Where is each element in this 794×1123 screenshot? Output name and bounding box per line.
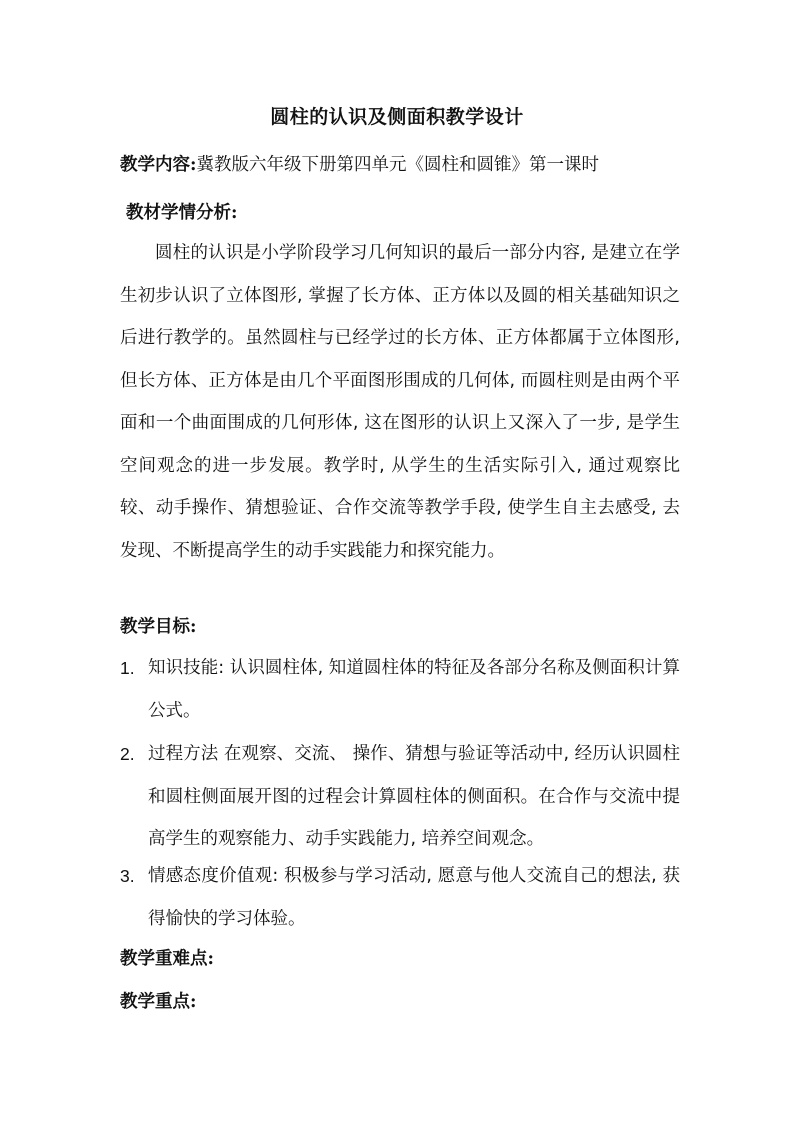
goal-item-1 (120, 647, 680, 732)
goal-item-3 (120, 855, 680, 940)
analysis-heading: 教材学情分析: (126, 203, 238, 223)
analysis-paragraph: 圆柱的认识是小学阶段学习几何知识的最后一部分内容, 是建立在学生初步认识了立体图形, 掌握了长方体、正方体以及圆的相关基础知识之后进行教学的。虽然圆柱与已经学过的长方体、正方体都属于立体图形, 但长方体、正方体是由几个平面图形围成的几何体, 而圆柱则是由两个平面和一个曲面围成的几何形体, 这在图形的认识上又深入了一步, 是学生空间观念的进一步发展。教学时, 从学生的生活实际引入, 通过观察比较、动手操作、猜想验证、合作交流等教学手段, 使学生自主去感受, 去发现、不断提高学生的动手实践能力和探究能力。 (120, 243, 680, 561)
goal-number: 3. (120, 866, 135, 886)
teaching-content-line (120, 152, 599, 178)
goal-number: 1. (120, 658, 135, 678)
goal-text: 知识技能: 认识圆柱体, 知道圆柱体的特征及各部分名称及侧面积计算公式。 (148, 658, 680, 721)
teaching-content-label: 教学内容: (120, 155, 197, 175)
page-title: 圆柱的认识及侧面积教学设计 (270, 106, 524, 128)
goal-item-2 (120, 733, 680, 861)
teaching-content-text: 冀教版六年级下册第四单元《圆柱和圆锥》第一课时 (196, 155, 599, 175)
goal-text: 过程方法 在观察、交流、 操作、猜想与验证等活动中, 经历认识圆柱和圆柱侧面展开图的过程会计算圆柱体的侧面积。在合作与交流中提高学生的观察能力、动手实践能力, 培养空间观念。 (148, 744, 680, 849)
goal-number: 2. (120, 744, 135, 764)
key-points-heading: 教学重点: (120, 992, 197, 1012)
goals-heading: 教学目标: (120, 617, 197, 637)
key-difficult-heading: 教学重难点: (120, 949, 214, 969)
goal-text: 情感态度价值观: 积极参与学习活动, 愿意与他人交流自己的想法, 获得愉快的学习体验。 (148, 866, 680, 929)
